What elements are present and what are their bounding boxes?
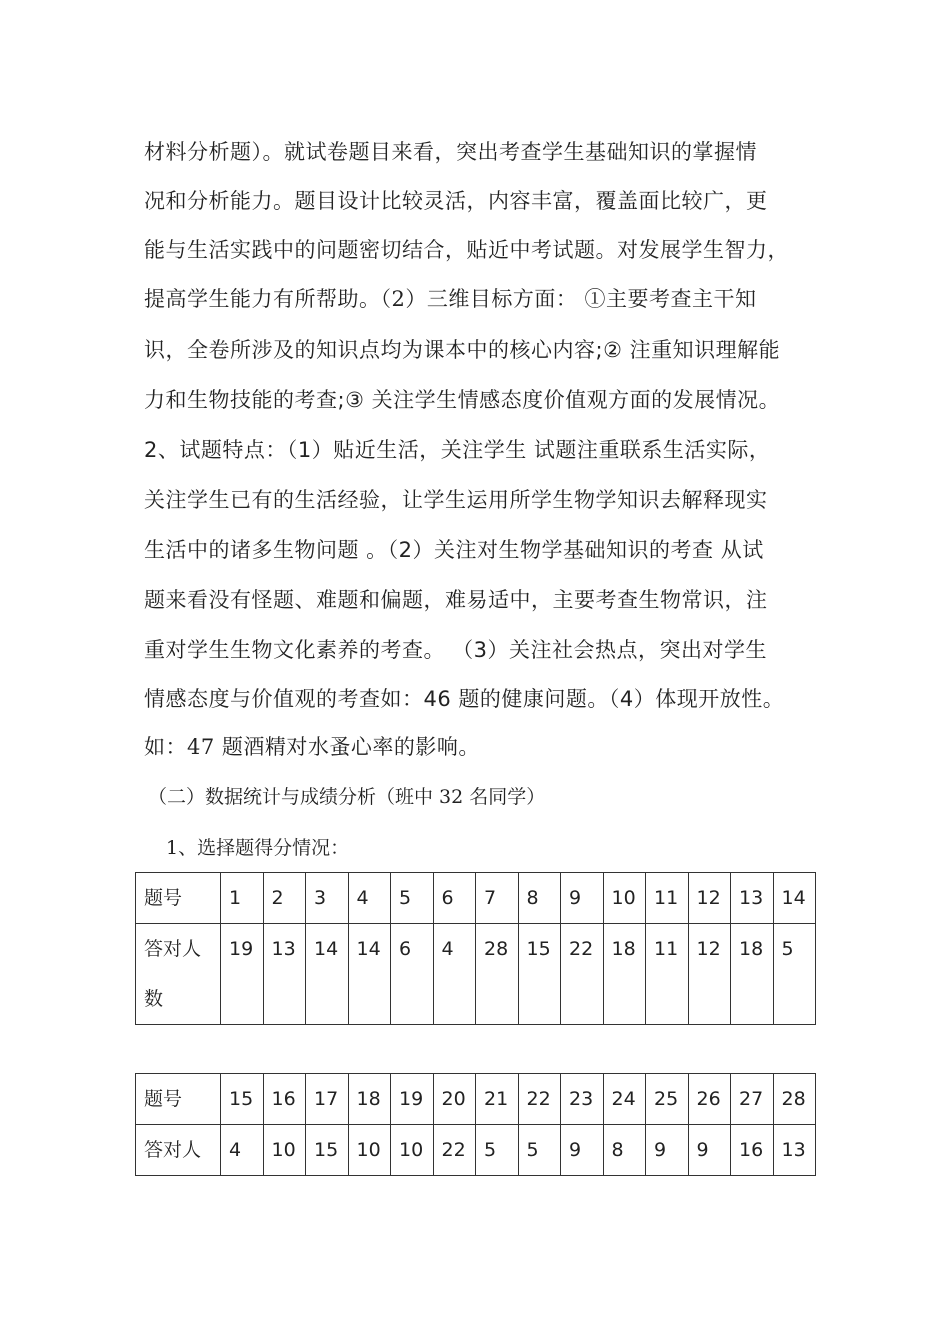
- table-cell: 15: [518, 924, 561, 1025]
- table-cell: 15: [221, 1074, 264, 1125]
- paragraph-line: 材料分析题）。就试卷题目来看，突出考查学生基础知识的掌握情: [144, 140, 757, 164]
- table-cell: 19: [221, 924, 264, 1025]
- table-cell: 14: [773, 873, 816, 924]
- table-header-cell: 题号: [136, 1074, 221, 1125]
- paragraph-line: 2、试题特点：（1）贴近生活，关注学生 试题注重联系生活实际，: [144, 438, 771, 462]
- table-cell: 16: [731, 1125, 774, 1176]
- answer-stats-table-1: [135, 872, 816, 1025]
- table-cell: 4: [348, 873, 391, 924]
- table-cell: 23: [561, 1074, 604, 1125]
- table-row: [136, 1125, 816, 1176]
- paragraph-line: 生活中的诸多生物问题 。（2）关注对生物学基础知识的考查 从试: [144, 538, 764, 562]
- paragraph-line: 况和分析能力。题目设计比较灵活，内容丰富，覆盖面比较广，更: [144, 189, 768, 213]
- paragraph-line: 能与生活实践中的问题密切结合，贴近中考试题。对发展学生智力，: [144, 238, 789, 262]
- table-cell: 19: [391, 1074, 434, 1125]
- table-cell: 10: [348, 1125, 391, 1176]
- paragraph-line: 提高学生能力有所帮助。（2）三维目标方面： ①主要考查主干知: [144, 287, 757, 311]
- table-cell: 11: [646, 924, 689, 1025]
- table-cell: 18: [603, 924, 646, 1025]
- section-heading: （二）数据统计与成绩分析（班中 32 名同学）: [148, 786, 546, 808]
- table-cell: 15: [306, 1125, 349, 1176]
- paragraph-line: 关注学生已有的生活经验，让学生运用所学生物学知识去解释现实: [144, 488, 768, 512]
- row-label-line: 数: [144, 988, 164, 1010]
- subheading: 1、选择题得分情况：: [166, 837, 350, 859]
- table-cell: 22: [518, 1074, 561, 1125]
- table-cell: 22: [561, 924, 604, 1025]
- table-cell: 4: [221, 1125, 264, 1176]
- table-cell: 10: [603, 873, 646, 924]
- table-cell: 13: [731, 873, 774, 924]
- table-cell: 8: [518, 873, 561, 924]
- row-label-line: 答对人: [144, 938, 202, 960]
- table-cell: 1: [221, 873, 264, 924]
- paragraph-line: 情感态度与价值观的考查如：46 题的健康问题。（4）体现开放性。: [144, 687, 785, 711]
- paragraph-line: 题来看没有怪题、难题和偏题，难易适中，主要考查生物常识，注: [144, 588, 768, 612]
- table-cell: 2: [263, 873, 306, 924]
- table-cell: 5: [391, 873, 434, 924]
- table-cell: 20: [433, 1074, 476, 1125]
- paragraph-line: 力和生物技能的考查;③ 关注学生情感态度价值观方面的发展情况。: [144, 388, 781, 412]
- table-cell: 22: [433, 1125, 476, 1176]
- table-cell: 24: [603, 1074, 646, 1125]
- table-cell: 9: [561, 1125, 604, 1176]
- table-header-cell: 答对人: [136, 1125, 221, 1176]
- table-cell: 21: [476, 1074, 519, 1125]
- table-cell: 18: [731, 924, 774, 1025]
- table-cell: 12: [688, 873, 731, 924]
- table-cell: 4: [433, 924, 476, 1025]
- table-cell: 3: [306, 873, 349, 924]
- table-cell: 6: [391, 924, 434, 1025]
- table-row: [136, 924, 816, 1025]
- table-cell: 11: [646, 873, 689, 924]
- table-cell: 28: [476, 924, 519, 1025]
- paragraph-line: 重对学生生物文化素养的考查。 （3）关注社会热点，突出对学生: [144, 638, 768, 662]
- table-cell: 13: [773, 1125, 816, 1176]
- table-header-cell: 题号: [136, 873, 221, 924]
- table-cell: 8: [603, 1125, 646, 1176]
- table-cell: 17: [306, 1074, 349, 1125]
- table-cell: 14: [306, 924, 349, 1025]
- table-cell: 6: [433, 873, 476, 924]
- table-cell: 18: [348, 1074, 391, 1125]
- table-cell: 5: [518, 1125, 561, 1176]
- table-cell: 28: [773, 1074, 816, 1125]
- table-cell: 27: [731, 1074, 774, 1125]
- table-cell: 25: [646, 1074, 689, 1125]
- table-cell: 9: [561, 873, 604, 924]
- table-cell: 10: [263, 1125, 306, 1176]
- table-cell: 14: [348, 924, 391, 1025]
- table-row: [136, 1074, 816, 1125]
- table-header-cell: [136, 924, 221, 1025]
- table-cell: 9: [646, 1125, 689, 1176]
- table-cell: 7: [476, 873, 519, 924]
- answer-stats-table-2: [135, 1073, 816, 1176]
- paragraph-line: 识，全卷所涉及的知识点均为课本中的核心内容;② 注重知识理解能: [144, 338, 781, 362]
- table-cell: 12: [688, 924, 731, 1025]
- table-cell: 5: [476, 1125, 519, 1176]
- table-cell: 13: [263, 924, 306, 1025]
- paragraph-line: 如：47 题酒精对水蚤心率的影响。: [144, 735, 480, 759]
- table-cell: 5: [773, 924, 816, 1025]
- table-row: [136, 873, 816, 924]
- table-cell: 10: [391, 1125, 434, 1176]
- table-cell: 9: [688, 1125, 731, 1176]
- table-cell: 26: [688, 1074, 731, 1125]
- table-cell: 16: [263, 1074, 306, 1125]
